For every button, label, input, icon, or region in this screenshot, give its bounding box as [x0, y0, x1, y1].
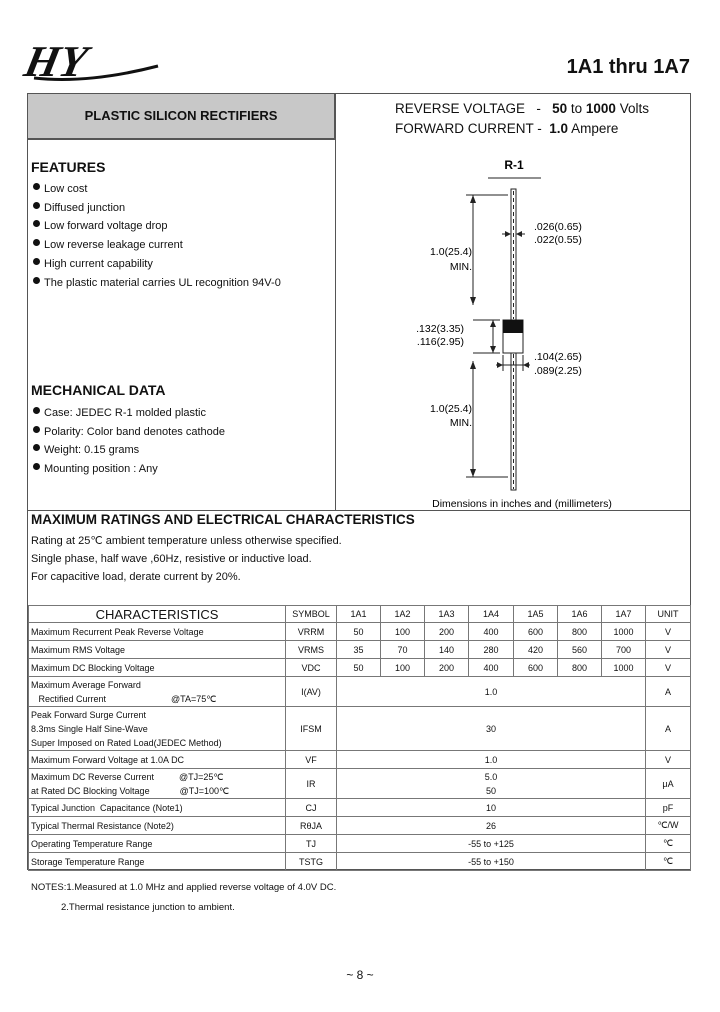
row-name: [29, 799, 286, 817]
svg-text:.132(3.35): .132(3.35): [416, 323, 464, 335]
row-unit: V: [646, 641, 691, 659]
table-row: [29, 677, 691, 707]
row-value-line: 26: [485, 820, 496, 831]
row-value-line: 10: [485, 802, 496, 813]
row-value: 800: [558, 659, 602, 677]
mechanical-item: Weight: 0.15 grams: [31, 441, 225, 460]
col-1a1: 1A1: [337, 606, 381, 623]
row-unit: ℃: [646, 835, 691, 853]
row-value: 600: [514, 623, 558, 641]
col-1a5: 1A5: [514, 606, 558, 623]
row-value: [337, 751, 646, 769]
row-value: [337, 799, 646, 817]
note-1: NOTES:1.Measured at 1.0 MHz and applied reverse voltage of 4.0V DC.: [31, 882, 337, 893]
row-value: 280: [469, 641, 514, 659]
row-unit: A: [646, 677, 691, 707]
row-value: 70: [381, 641, 425, 659]
row-name-line: Peak Forward Surge Current: [31, 709, 147, 720]
row-symbol: VDC: [286, 659, 337, 677]
row-value: 420: [514, 641, 558, 659]
page-number: ~ 8 ~: [346, 968, 374, 982]
forward-current-label: FORWARD CURRENT -: [395, 121, 542, 136]
svg-text:.104(2.65): .104(2.65): [534, 351, 582, 363]
row-unit: V: [646, 659, 691, 677]
ratings-note-2: Single phase, half wave ,60Hz, resistive or inductive load.: [31, 553, 312, 565]
product-type: PLASTIC SILICON RECTIFIERS: [84, 108, 278, 123]
col-1a2: 1A2: [381, 606, 425, 623]
svg-text:.022(0.55): .022(0.55): [534, 234, 582, 246]
row-value: 50: [337, 623, 381, 641]
row-name-line: Maximum DC Blocking Voltage: [31, 662, 155, 673]
row-value: [337, 835, 646, 853]
row-name: [29, 751, 286, 769]
svg-text:Dimensions in inches and (mill: Dimensions in inches and (millimeters): [432, 498, 612, 510]
row-value-line: 30: [485, 723, 496, 734]
row-name-line: Typical Junction Capacitance (Note1): [31, 802, 183, 813]
table-row: [29, 659, 691, 677]
feature-item: High current capability: [31, 255, 281, 274]
svg-text:.116(2.95): .116(2.95): [416, 336, 464, 348]
mechanical-item: Mounting position : Any: [31, 460, 225, 479]
row-value-line: 50: [485, 785, 496, 796]
row-symbol: RθJA: [286, 817, 337, 835]
row-symbol: IR: [286, 769, 337, 799]
table-header-row: [29, 606, 691, 623]
row-symbol: TSTG: [286, 853, 337, 871]
feature-item: Low cost: [31, 180, 281, 199]
table-row: [29, 853, 691, 871]
mechanical-item: Polarity: Color band denotes cathode: [31, 423, 225, 442]
row-value: 800: [558, 623, 602, 641]
svg-text:1.0(25.4): 1.0(25.4): [429, 246, 472, 258]
col-1a4: 1A4: [469, 606, 514, 623]
row-symbol: VRRM: [286, 623, 337, 641]
row-name: [29, 677, 286, 707]
feature-item: The plastic material carries UL recognition 94V-0: [31, 274, 281, 293]
svg-text:.026(0.65): .026(0.65): [534, 221, 582, 233]
row-value: 600: [514, 659, 558, 677]
row-value-line: -55 to +150: [468, 856, 514, 867]
table-row: [29, 623, 691, 641]
reverse-voltage-label: REVERSE VOLTAGE: [395, 101, 526, 116]
table-row: [29, 799, 691, 817]
row-value: 1000: [602, 623, 646, 641]
reverse-voltage-min: 50: [552, 101, 568, 116]
row-unit: pF: [646, 799, 691, 817]
row-symbol: IFSM: [286, 707, 337, 751]
reverse-voltage-max: 1000: [585, 101, 616, 116]
forward-current-value: 1.0: [549, 121, 569, 136]
forward-current-unit: Ampere: [571, 121, 619, 136]
row-symbol: CJ: [286, 799, 337, 817]
svg-text:1.0(25.4): 1.0(25.4): [429, 403, 472, 415]
row-value: 100: [381, 623, 425, 641]
row-symbol: TJ: [286, 835, 337, 853]
row-value-line: 5.0: [484, 771, 498, 782]
row-value: [337, 677, 646, 707]
table-row: [29, 835, 691, 853]
row-name-line: 8.3ms Single Half Sine-Wave: [31, 723, 148, 734]
row-value: 400: [469, 659, 514, 677]
table-row: [29, 769, 691, 799]
mechanical-item: Case: JEDEC R-1 molded plastic: [31, 404, 225, 423]
row-name-line: Maximum Average Forward: [31, 679, 141, 690]
row-unit: ℃/W: [646, 817, 691, 835]
brand-logo: [20, 36, 168, 86]
row-name-line: Super Imposed on Rated Load(JEDEC Method): [31, 737, 222, 748]
row-name-line: Maximum DC Reverse Current @TJ=25℃: [31, 771, 224, 782]
row-name: [29, 641, 286, 659]
row-value: 1000: [602, 659, 646, 677]
mechanical-title: MECHANICAL DATA: [31, 382, 166, 398]
notes: [31, 878, 336, 918]
col-1a6: 1A6: [558, 606, 602, 623]
page-title: 1A1 thru 1A7: [566, 56, 690, 78]
row-value: 700: [602, 641, 646, 659]
row-value-line: 1.0: [484, 754, 498, 765]
characteristics-table: [28, 605, 691, 871]
row-symbol: VRMS: [286, 641, 337, 659]
row-value: 400: [469, 623, 514, 641]
row-name-line: Operating Temperature Range: [31, 838, 153, 849]
row-name: [29, 707, 286, 751]
features-title: FEATURES: [31, 159, 106, 175]
svg-text:MIN.: MIN.: [449, 261, 472, 273]
feature-item: Diffused junction: [31, 199, 281, 218]
row-symbol: I(AV): [286, 677, 337, 707]
row-value: 200: [425, 623, 469, 641]
row-value: 50: [337, 659, 381, 677]
row-value: 35: [337, 641, 381, 659]
row-name: [29, 769, 286, 799]
package-label: R-1: [504, 158, 524, 172]
reverse-voltage-to: to: [570, 101, 583, 116]
reverse-voltage-unit: Volts: [619, 101, 649, 116]
package-drawing: [336, 139, 690, 516]
note-2: 2.Thermal resistance junction to ambient.: [61, 902, 235, 913]
row-name-line: Maximum Forward Voltage at 1.0A DC: [31, 754, 185, 765]
table-row: [29, 641, 691, 659]
row-value: 200: [425, 659, 469, 677]
row-name-line: Maximum RMS Voltage: [31, 644, 126, 655]
row-unit: V: [646, 751, 691, 769]
table-row: [29, 817, 691, 835]
row-name: [29, 817, 286, 835]
row-value: 100: [381, 659, 425, 677]
row-unit: ℃: [646, 853, 691, 871]
row-value: [337, 707, 646, 751]
row-value: [337, 817, 646, 835]
col-characteristics: CHARACTERISTICS: [29, 606, 286, 623]
row-name: [29, 853, 286, 871]
feature-item: Low forward voltage drop: [31, 217, 281, 236]
logo-text: HY: [20, 36, 92, 86]
row-name: [29, 835, 286, 853]
col-unit: UNIT: [646, 606, 691, 623]
row-name-line: at Rated DC Blocking Voltage @TJ=100℃: [31, 785, 230, 796]
row-name: [29, 623, 286, 641]
row-unit: μA: [646, 769, 691, 799]
row-symbol: VF: [286, 751, 337, 769]
voltage-current-summary: [395, 99, 649, 139]
row-name: [29, 659, 286, 677]
features-list: [31, 180, 281, 292]
row-name-line: Storage Temperature Range: [31, 856, 145, 867]
col-1a7: 1A7: [602, 606, 646, 623]
ratings-title: MAXIMUM RATINGS AND ELECTRICAL CHARACTERISTICS: [31, 512, 415, 527]
row-unit: A: [646, 707, 691, 751]
row-value: 560: [558, 641, 602, 659]
cathode-band: [503, 320, 523, 333]
reverse-voltage-sep: -: [536, 101, 541, 116]
row-name-line: Typical Thermal Resistance (Note2): [31, 820, 174, 831]
table-row: [29, 707, 691, 751]
row-unit: V: [646, 623, 691, 641]
col-1a3: 1A3: [425, 606, 469, 623]
row-value: [337, 769, 646, 799]
row-value-line: -55 to +125: [468, 838, 514, 849]
row-name-line: Maximum Recurrent Peak Reverse Voltage: [31, 626, 204, 637]
ratings-note-3: For capacitive load, derate current by 20%.: [31, 571, 241, 583]
table-row: [29, 751, 691, 769]
row-value: 140: [425, 641, 469, 659]
row-value-line: 1.0: [484, 686, 498, 697]
row-value: [337, 853, 646, 871]
svg-text:MIN.: MIN.: [449, 417, 472, 429]
svg-text:.089(2.25): .089(2.25): [534, 365, 582, 377]
row-name-line: Rectified Current @TA=75℃: [31, 693, 217, 704]
col-symbol: SYMBOL: [286, 606, 337, 623]
ratings-note-1: Rating at 25℃ ambient temperature unless otherwise specified.: [31, 535, 342, 547]
feature-item: Low reverse leakage current: [31, 236, 281, 255]
product-type-box: [28, 94, 335, 139]
mechanical-list: [31, 404, 225, 479]
